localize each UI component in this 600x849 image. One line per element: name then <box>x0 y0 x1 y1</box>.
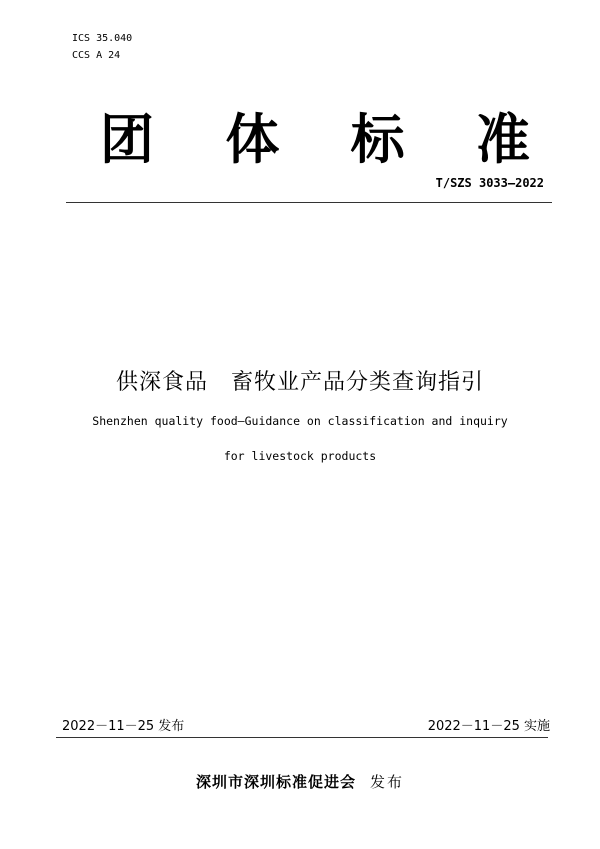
release-date: 2022－11－25 发布 <box>62 719 185 734</box>
heading-char: 团 <box>100 108 154 171</box>
publisher-action: 发布 <box>370 773 405 791</box>
heading-char: 准 <box>475 108 530 171</box>
standard-type-heading <box>100 108 530 172</box>
ccs-code: CCS A 24 <box>72 50 121 61</box>
implementation-date: 2022－11－25 实施 <box>427 719 550 734</box>
top-divider <box>66 202 552 203</box>
classification-codes <box>72 30 132 64</box>
publisher-line <box>0 771 600 792</box>
ics-code: ICS 35.040 <box>72 33 133 44</box>
bottom-divider <box>56 737 548 738</box>
heading-char: 体 <box>225 108 280 171</box>
chinese-title: 供深食品 畜牧业产品分类查询指引 <box>115 370 484 395</box>
english-title-line-1: Shenzhen quality food—Guidance on classification and inquiry <box>92 414 508 428</box>
heading-char: 标 <box>350 108 405 171</box>
publisher-organization: 深圳市深圳标准促进会 <box>195 773 356 791</box>
english-title-line-2: for livestock products <box>223 449 377 463</box>
standard-number: T/SZS 3033—2022 <box>435 176 544 190</box>
